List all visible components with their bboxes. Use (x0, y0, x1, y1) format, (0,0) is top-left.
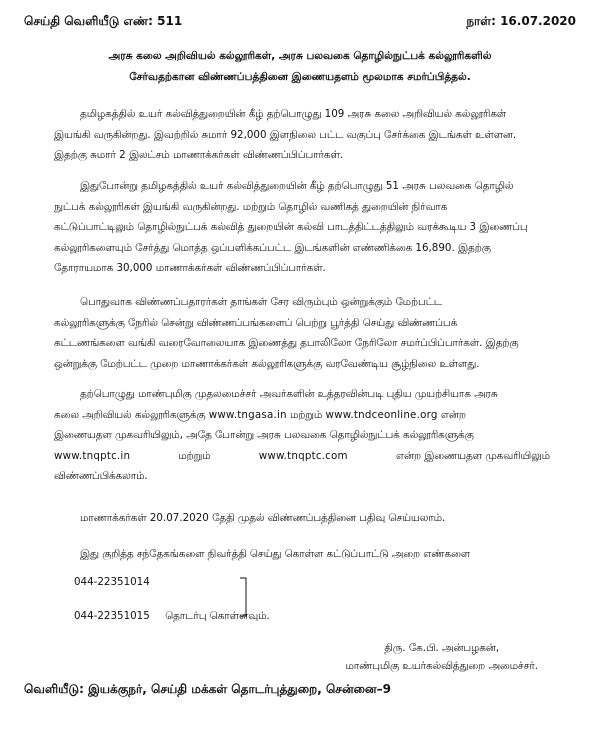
paragraph-6 (54, 544, 550, 565)
p6-line: இது குறித்த சந்தேகங்களை நிவர்த்தி செய்து கொள்ள கட்டுப்பாட்டு அறை எண்களை (80, 548, 471, 560)
link-tndceonline[interactable]: www.tndceonline.org (325, 408, 438, 421)
p4-line-5: விண்ணப்பிக்கலாம். (54, 470, 148, 482)
p4-and-1: மற்றும் (290, 408, 323, 421)
p4-line-3: இணையதள முகவரியிலும், அதே போன்று அரசு பலவகை தொழில்நுட்பக் கல்லூரிகளுக்கு (54, 429, 474, 441)
link-tnqptc-in[interactable]: www.tnqptc.in (54, 449, 131, 462)
p2-line-3: கட்டுப்பாட்டிலும் தொழில்நுட்பக் கல்வித் துறையின் கல்வி பாடத்திட்டத்திலும் வரக்கூடிய 3 இணைப்பு (54, 221, 528, 233)
title-line-1: அரசு கலை அறிவியல் கல்லூரிகள், அரசு பலவகை தொழில்நுட்பக் கல்லூரிகளில் (108, 50, 492, 62)
p2-line-4: கல்லூரிகளையும் சேர்த்து மொத்த ஒப்பளிக்கப்பட்ட இடங்களின் எண்ணிக்கை 16,890. இதற்கு (54, 241, 491, 254)
p3-line-2: கல்லூரிகளுக்கு நேரில் சென்று விண்ணப்பங்களைப் பெற்று பூர்த்தி செய்து விண்ணப்பக் (54, 316, 458, 329)
p4-line-2 (54, 405, 550, 426)
p2-line-5: தோராயமாக 30,000 மாணாக்கர்கள் விண்ணப்பிப்பார்கள். (54, 262, 326, 274)
phone-bracket (70, 570, 270, 626)
press-release-header (24, 14, 576, 30)
p4-line-4 (54, 446, 550, 467)
minister-designation: மாண்புமிகு உயர்கல்வித்துறை அமைச்சர். (345, 660, 538, 672)
p4-and-2: மற்றும் (178, 449, 211, 462)
paragraph-5 (54, 508, 550, 529)
p4-line-1: தற்பொழுது மாண்புமிகு முதலமைச்சர் அவர்களின் உத்தரவின்படி புதிய முயற்சியாக அரசு (80, 388, 498, 400)
p5-line: மாணாக்கர்கள் 20.07.2020 தேதி முதல் விண்ணப்பத்தினை பதிவு செய்யலாம். (80, 512, 446, 524)
paragraph-3 (54, 292, 550, 374)
paragraph-2 (54, 176, 550, 279)
paragraph-1 (54, 104, 550, 166)
p3-line-1: பொதுவாக விண்ணப்பதாரர்கள் தாங்கள் சேர விரும்பும் ஒன்றுக்கும் மேற்பட்ட (80, 296, 442, 308)
p1-line-3: இதற்கு சுமார் 2 இலட்சம் மாணாக்கர்கள் விண்ணப்பிப்பார்கள். (54, 149, 344, 161)
p3-line-4: ஒன்றுக்கு மேற்பட்ட முறை மாணாக்கர்கள் கல்லூரிகளுக்கு வரவேண்டிய சூழ்நிலை உள்ளது. (54, 357, 480, 370)
p3-line-3: கட்டணங்களை வங்கி வரைவோலையாக இணைத்து தபாலிலோ நேரிலோ சமர்ப்பிப்பார்கள். இதற்கு (54, 337, 519, 349)
p1-line-2: இயங்கி வருகின்றது. இவற்றில் சுமார் 92,000 இளநிலை பட்ட வகுப்பு சேர்க்கை இடங்கள் உள்ளன. (54, 128, 517, 141)
paragraph-4 (54, 384, 550, 487)
footer-issuer: வெளியீடு: இயக்குநர், செய்தி மக்கள் தொடர்புத்துறை, சென்னை–9 (24, 682, 391, 696)
link-tnqptc-com[interactable]: www.tnqptc.com (258, 449, 348, 462)
p1-line-1: தமிழகத்தில் உயர் கல்வித்துறையின் கீழ் தற்பொழுது 109 அரசு கலை அறிவியல் கல்லூரிகள் (80, 108, 507, 120)
link-tngasa[interactable]: www.tngasa.in (208, 408, 287, 421)
minister-name: திரு. கே.பி. அன்பழகன், (384, 642, 500, 654)
phone-number-2: 044-22351015 (74, 610, 150, 622)
document-title (60, 46, 540, 88)
signature-block (345, 639, 538, 675)
p4-enra: என்ற (440, 408, 466, 421)
release-date: நாள்: 16.07.2020 (466, 14, 576, 28)
p4-line-2-text: கலை அறிவியல் கல்லூரிகளுக்கு (54, 408, 206, 421)
p2-line-2: நுட்பக் கல்லூரிகள் இயங்கி வருகின்றது. மற்றும் தொழில் வணிகத் துறையின் நிர்வாக (54, 200, 448, 213)
title-line-2: சேர்வதற்கான விண்ணப்பத்தினை இணையதளம் மூலமாக சமர்ப்பித்தல். (129, 71, 471, 83)
release-number: செய்தி வெளியீடு எண்: 511 (24, 14, 183, 28)
phone-number-1: 044-22351014 (74, 576, 150, 588)
p4-line-4-text: என்ற இணையதள முகவரியிலும் (395, 449, 550, 462)
contact-suffix: தொடர்பு கொள்ளவும். (165, 610, 270, 622)
p2-line-1: இதுபோன்று தமிழகத்தில் உயர் கல்வித்துறையின் கீழ் தற்பொழுது 51 அரசு பலவகை தொழில் (80, 180, 514, 192)
